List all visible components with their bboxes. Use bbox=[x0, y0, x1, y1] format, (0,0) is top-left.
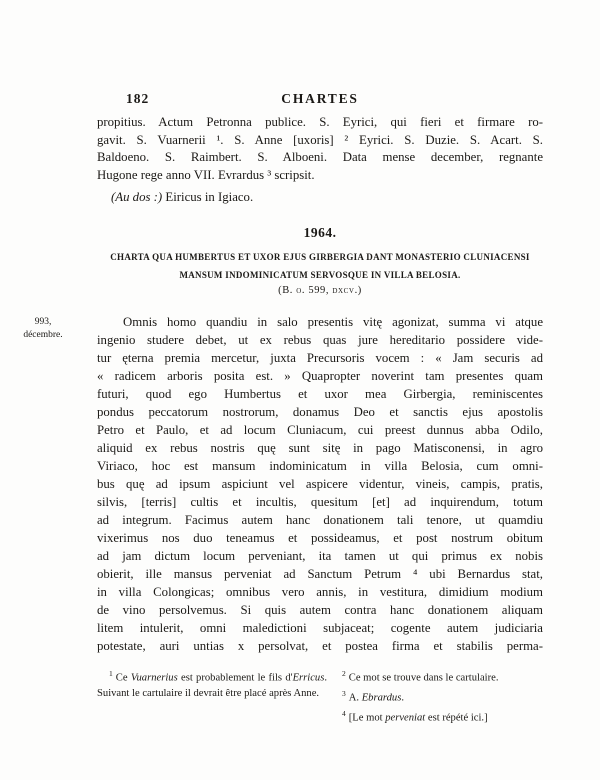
margin-date-month: décembre. bbox=[23, 330, 63, 340]
text-line: « radicem arboris posita est. » Quapropter noverint tam presentes quam bbox=[97, 369, 543, 383]
footnote-number: 4 bbox=[342, 709, 346, 719]
text-line: silvis, [terris] cultis et incultis, quesitum [et] ad inquirendum, totum bbox=[97, 495, 543, 509]
text-line: potestate, auri untias x persolvat, et postea firma et stabilis perma- bbox=[97, 639, 543, 653]
footnote-number: 2 bbox=[342, 669, 346, 678]
page-number: 182 bbox=[126, 91, 150, 106]
footnote-text: . bbox=[401, 692, 404, 704]
footnote-4 bbox=[330, 706, 543, 726]
footnotes-left-column bbox=[97, 666, 327, 702]
text-line: Baldoeno. S. Raimbert. S. Alboeni. Data mense december, regnante bbox=[97, 150, 543, 165]
charter-body bbox=[97, 313, 543, 655]
previous-charter-end bbox=[97, 114, 543, 206]
text-line: Hugone rege anno VII. Evrardus ³ scripsit. bbox=[97, 167, 315, 182]
text-line: ingenio studere debet, ut ex rebus quas jure hereditario possidere vide- bbox=[97, 333, 543, 347]
footnote-text: Ce mot se trouve dans le cartulaire. bbox=[348, 672, 499, 684]
text-line: pondus peccatorum nostrorum, donamus Deo et sanctis ejus apostolis bbox=[97, 405, 543, 419]
footnotes-right-column bbox=[330, 666, 543, 726]
text-line: obierit, ille mansus perveniat ad Sanctum Petrum ⁴ ubi Bernardus stat, bbox=[97, 567, 543, 581]
text-line: propitius. Actum Petronna publice. S. Eyrici, qui fieri et firmare ro- bbox=[97, 115, 543, 129]
text-line: ad jam dictum locum perveniant, ita tamen ut qui primus ex nobis bbox=[97, 549, 543, 563]
charter-reference: (B. o. 599, dxcv.) bbox=[278, 285, 362, 296]
charter-number: 1964. bbox=[303, 225, 337, 240]
footnote-text: est probablement le fils d' bbox=[177, 672, 293, 684]
footnote-3 bbox=[330, 686, 543, 706]
footnote-italic: perveniat bbox=[385, 712, 426, 724]
text-line: vixerimus nos duo teneamus et possideamus, et post nostrum obitum bbox=[97, 531, 543, 545]
text-line: de vino persolvemus. Si quis autem contra hanc donationem aliquam bbox=[97, 603, 543, 617]
text-line: aliquid ex rebus nostris quę sunt sitę in pago Matisconensi, in agro bbox=[97, 441, 543, 455]
au-dos-text: Eiricus in Igiaco. bbox=[162, 190, 254, 205]
footnote-italic: Erricus bbox=[292, 672, 325, 684]
text-line: in villa Colongicas; omnibus vero annis, in vestitura, dimidium modium bbox=[97, 585, 543, 599]
text-line: bus quę ad ipsum aspiciunt vel aspicere videntur, vineis, campis, pratis, bbox=[97, 477, 543, 491]
footnote-italic: Vuarnerius bbox=[130, 672, 178, 684]
charter-title-line: MANSUM INDOMINICATUM SERVOSQUE IN VILLA BELOSIA. bbox=[179, 269, 461, 280]
footnote-text: A. bbox=[348, 692, 362, 704]
footnotes bbox=[97, 666, 543, 736]
text-line: Petro et Paulo, et ad locum Cluniacum, cui preest dunnus abba Odilo, bbox=[97, 423, 543, 437]
footnote-text: Ce bbox=[115, 672, 131, 684]
footnote-italic: Ebrardus bbox=[361, 692, 402, 704]
charter-title bbox=[77, 249, 563, 284]
charter-title-line: CHARTA QUA HUMBERTUS ET UXOR EJUS GIRBERGIA DANT MONASTERIO CLUNIACENSI bbox=[110, 252, 530, 262]
footnote-1 bbox=[97, 666, 327, 702]
text-line: Omnis homo quandiu in salo presentis vitę agonizat, summa vi atque bbox=[123, 315, 543, 329]
text-line: litem intulerit, omni maledictioni subjaceat; cogente autem judiciaria bbox=[97, 621, 543, 635]
footnote-text: est répété ici.] bbox=[425, 712, 488, 724]
footnote-text: [Le mot bbox=[348, 712, 386, 724]
footnote-text: . Suivant le cartulaire il devrait être placé après Anne. bbox=[97, 672, 327, 700]
footnote-number: 1 bbox=[109, 669, 113, 678]
text-line: ad integrum. Facimus autem hanc donationem tali tenore, ut quamdiu bbox=[97, 513, 543, 527]
au-dos-line bbox=[97, 188, 543, 206]
text-line: futuri, quod ego Humbertus et uxor mea Girbergia, reminiscentes bbox=[97, 387, 543, 401]
margin-date bbox=[8, 316, 78, 342]
text-line: tur ęterna premia mercetur, juxta Precursoris vocem : « Jam securis ad bbox=[97, 351, 543, 365]
text-line: Viriaco, hoc est mansum indominicatum in villa Belosia, cum omni- bbox=[97, 459, 543, 473]
footnote-2 bbox=[330, 666, 543, 686]
footnote-number: 3 bbox=[342, 689, 346, 699]
running-title: CHARTES bbox=[281, 91, 359, 106]
text-line: gavit. S. Vuarnerii ¹. S. Anne [uxoris] ² Eyrici. S. Duzie. S. Acart. S. bbox=[97, 132, 543, 147]
page-header bbox=[97, 91, 543, 107]
margin-date-year: 993, bbox=[34, 317, 52, 327]
au-dos-label: (Au dos :) bbox=[111, 190, 163, 205]
